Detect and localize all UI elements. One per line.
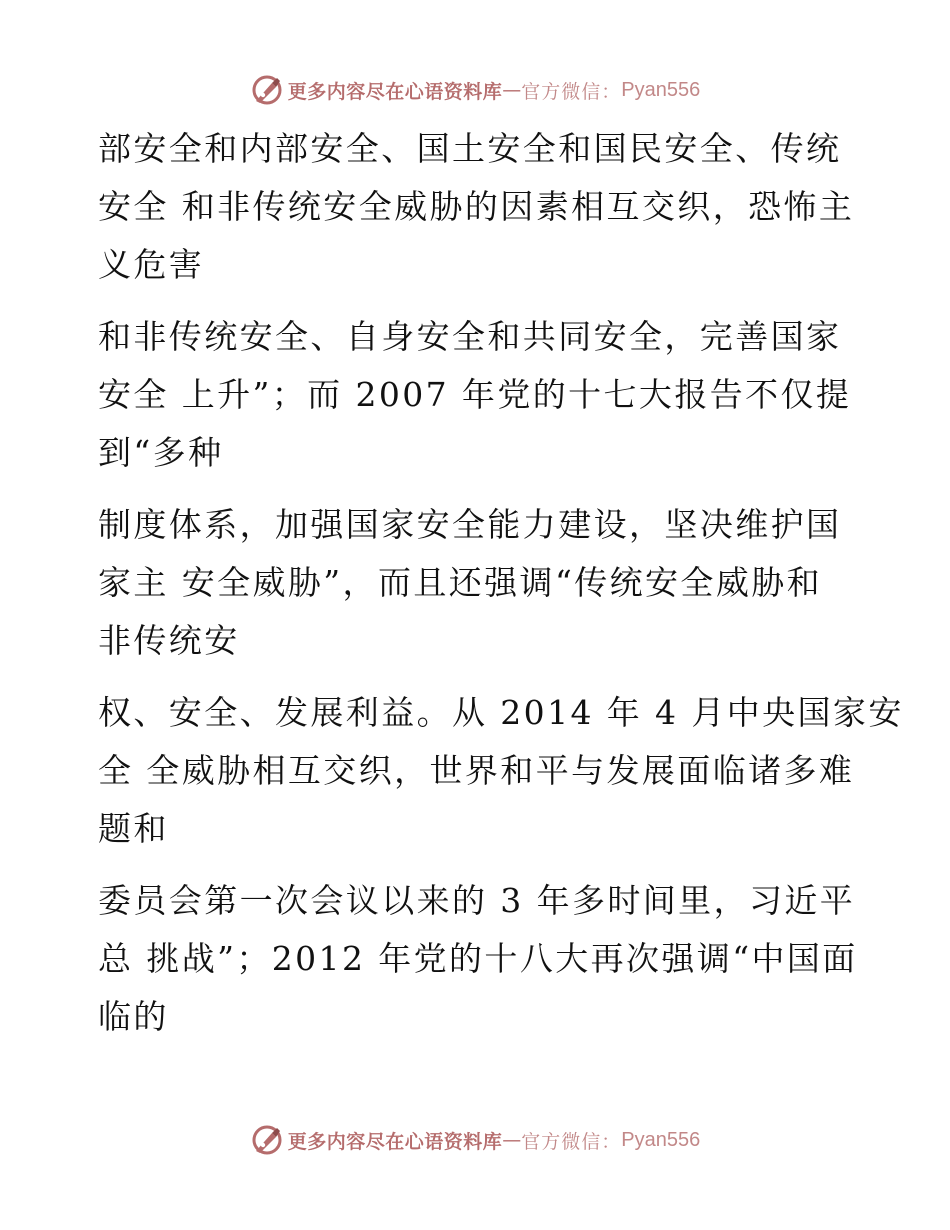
paragraph [98,872,858,1046]
header-wechat-id: Pyan556 [621,78,701,101]
footer-wechat-id: Pyan556 [621,1128,701,1151]
text-line: 题和 [98,809,169,848]
text-line: 临的 [98,997,169,1036]
text-line: 非传统安 [98,621,240,660]
text-line: 全 全威胁相互交织，世界和平与发展面临诸多难 [98,751,855,790]
text-line: 义危害 [98,245,205,284]
text-line: 家主 安全威胁”，而且还强调“传统安全威胁和 [98,563,823,602]
header-separator: — [502,79,522,101]
text-line: 制度体系，加强国家安全能力建设，坚决维护国 [98,505,842,544]
document-body [98,120,904,1046]
header-site-name: 更多内容尽在心语资料库 [287,80,503,103]
text-line: 和非传统安全、自身安全和共同安全，完善国家 [98,317,842,356]
header-banner [0,70,950,110]
paragraph [98,684,904,858]
text-line: 到“多种 [98,433,224,472]
text-line: 委员会第一次会议以来的 3 年多时间里，习近平 [98,881,856,920]
paragraph [98,120,858,294]
header-wechat-label: 官方微信： [521,80,622,103]
text-line: 总 挑战”；2012 年党的十八大再次强调“中国面 [98,939,858,978]
text-line: 部安全和内部安全、国土安全和国民安全、传统 [98,129,842,168]
footer-wechat-label: 官方微信： [521,1130,622,1153]
footer-separator: — [502,1129,522,1151]
pen-logo-icon [250,1123,284,1157]
footer-site-name: 更多内容尽在心语资料库 [287,1130,503,1153]
paragraph [98,496,858,670]
text-line: 权、安全、发展利益。从 2014 年 4 月中央国家安 [98,693,904,732]
text-line: 安全 上升”；而 2007 年党的十七大报告不仅提 [98,375,852,414]
text-line: 安全 和非传统安全威胁的因素相互交织，恐怖主 [98,187,855,226]
pen-logo-icon [250,73,284,107]
footer-banner [0,1120,950,1160]
paragraph [98,308,858,482]
